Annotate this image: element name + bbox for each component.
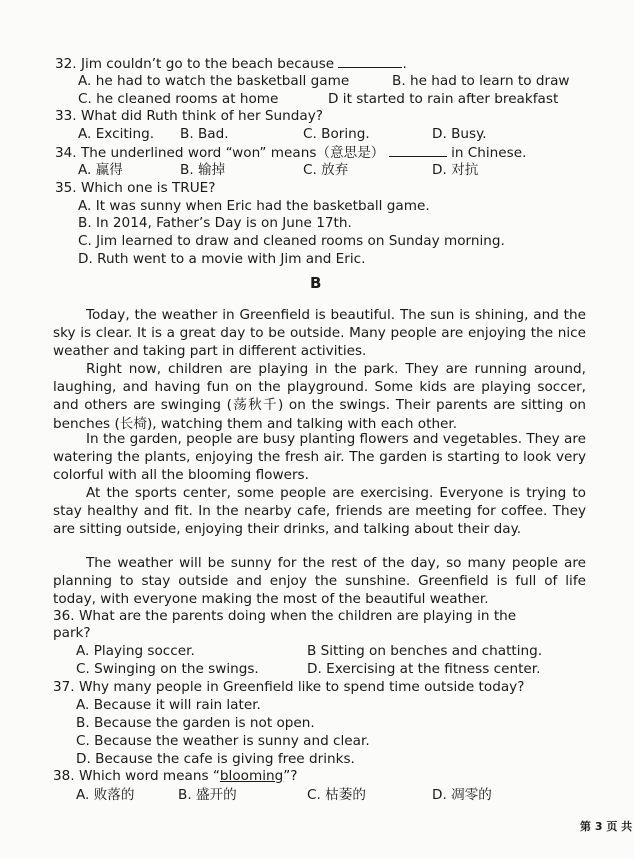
question-35-stem: 35. Which one is TRUE? <box>55 180 216 196</box>
q36-option-b: B Sitting on benches and chatting. <box>307 643 543 659</box>
question-33-stem: 33. What did Ruth think of her Sunday? <box>55 108 323 124</box>
passage-paragraph-4: At the sports center, some people are exercising. Everyone is trying to stay healthy and fit. In the nearby cafe, friends are meeting for coffee. They are sitting outside, enjoying their drinks, and talking about their day. <box>53 485 586 538</box>
q36-option-d: D. Exercising at the fitness center. <box>307 661 541 677</box>
passage-paragraph-5: The weather will be sunny for the rest of the day, so many people are planning to stay outside and enjoy the sunshine. Greenfield is full of life today, with everyone making the most of the beautiful weather. <box>53 555 586 608</box>
question-34-stem: 34. The underlined word “won” means（意思是） in Chinese. <box>55 145 527 161</box>
q37-option-b: B. Because the garden is not open. <box>76 715 315 731</box>
q34-option-a: A. 赢得 <box>78 162 123 178</box>
q35-option-c: C. Jim learned to draw and cleaned rooms on Sunday morning. <box>78 233 505 249</box>
q38-option-d: D. 凋零的 <box>432 787 492 803</box>
q38-option-a: A. 败落的 <box>76 787 135 803</box>
underlined-word: blooming <box>219 768 284 784</box>
q37-option-d: D. Because the cafe is giving free drinks. <box>76 751 355 767</box>
question-38-stem: 38. Which word means “blooming”? <box>53 768 298 784</box>
question-36-stem: 36. What are the parents doing when the children are playing in the <box>53 608 517 624</box>
question-32-stem: 32. Jim couldn’t go to the beach because . <box>55 56 407 72</box>
question-37-stem: 37. Why many people in Greenfield like to spend time outside today? <box>53 679 525 695</box>
q34-option-b: B. 输掉 <box>180 162 226 178</box>
q34-option-c: C. 放弃 <box>303 162 349 178</box>
q34-option-d: D. 对抗 <box>432 162 479 178</box>
q32-option-a: A. he had to watch the basketball game <box>78 73 350 89</box>
q32-option-d: D it started to rain after breakfast <box>328 91 559 107</box>
question-36-stem-cont: park? <box>53 625 91 641</box>
passage-paragraph-1: Today, the weather in Greenfield is beautiful. The sun is shining, and the sky is clear. It is a great day to be outside. Many people are enjoying the nice weather and taking part in different activities. <box>53 307 586 360</box>
section-heading: B <box>310 274 322 292</box>
passage-paragraph-3: In the garden, people are busy planting flowers and vegetables. They are watering the plants, enjoying the fresh air. The garden is starting to look very colorful with all the blooming flowers. <box>53 431 586 484</box>
answer-blank <box>338 55 402 68</box>
q37-option-c: C. Because the weather is sunny and clear. <box>76 733 370 749</box>
q32-option-c: C. he cleaned rooms at home <box>78 91 279 107</box>
q38-option-c: C. 枯萎的 <box>307 787 366 803</box>
q36-option-c: C. Swinging on the swings. <box>76 661 259 677</box>
q35-option-a: A. It was sunny when Eric had the basketball game. <box>78 198 430 214</box>
q33-option-b: B. Bad. <box>180 126 229 142</box>
q33-option-a: A. Exciting. <box>78 126 155 142</box>
q36-option-a: A. Playing soccer. <box>76 643 195 659</box>
q33-option-c: C. Boring. <box>303 126 370 142</box>
q35-option-d: D. Ruth went to a movie with Jim and Eric. <box>78 251 366 267</box>
q37-option-a: A. Because it will rain later. <box>76 697 261 713</box>
q35-option-b: B. In 2014, Father’s Day is on June 17th. <box>78 215 352 231</box>
answer-blank <box>389 144 447 157</box>
page-number: 第 3 页 共 <box>580 820 633 833</box>
q33-option-d: D. Busy. <box>432 126 487 142</box>
q32-option-b: B. he had to learn to draw <box>392 73 570 89</box>
q38-option-b: B. 盛开的 <box>178 787 237 803</box>
passage-paragraph-2: Right now, children are playing in the park. They are running around, laughing, and having fun on the playground. Some kids are playing soccer, and others are swinging (荡秋千) on the swings. Their parents are sitting on benches (长椅), watching them and talking with each other. <box>53 361 586 432</box>
